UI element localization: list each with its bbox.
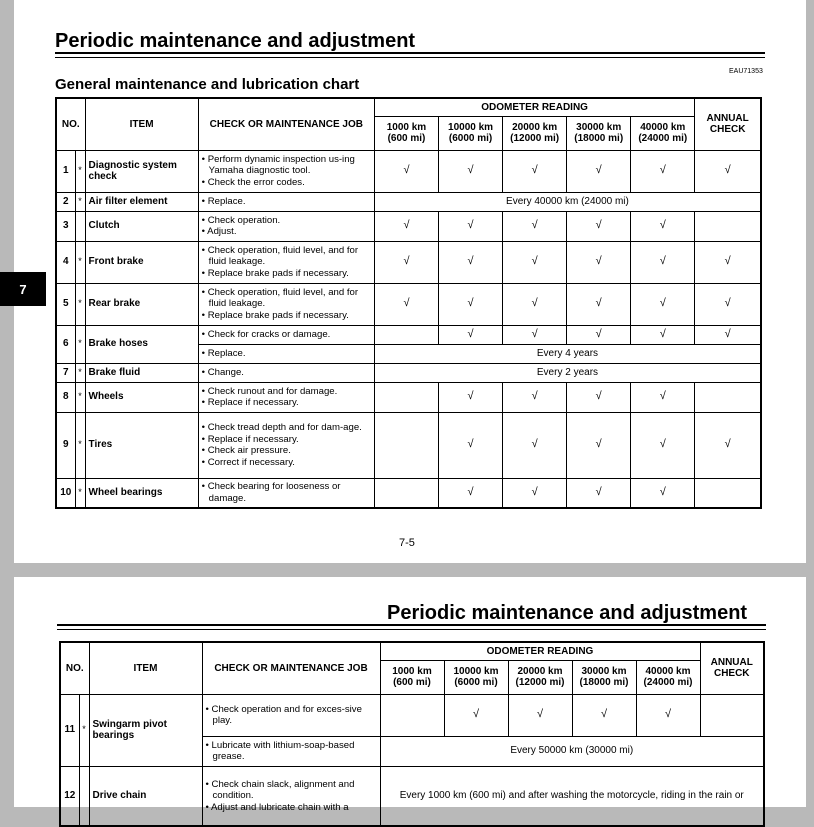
interval-km: 20000 km	[517, 665, 563, 677]
interval-note: Every 2 years	[374, 363, 761, 382]
job-cell	[198, 344, 374, 363]
job-cell	[202, 694, 380, 736]
item-name: Wheels	[85, 382, 198, 412]
check-mark: √	[695, 283, 761, 325]
empty-cell	[374, 478, 438, 508]
interval-km: 40000 km	[640, 121, 686, 133]
job-line: • Correct if necessary.	[201, 456, 295, 468]
job-line: • Check chain slack, alignment and condition.	[205, 778, 355, 801]
job-cell	[198, 283, 374, 325]
job-line: • Adjust.	[201, 226, 237, 237]
empty-cell	[374, 325, 438, 344]
empty-cell	[700, 694, 764, 736]
check-mark: √	[631, 283, 695, 325]
job-line: • Check the error codes.	[201, 176, 305, 188]
check-mark: √	[439, 325, 503, 344]
table-row	[56, 192, 761, 211]
row-number: 11	[60, 694, 79, 766]
row-number: 3	[56, 211, 75, 241]
dealer-mark: *	[79, 694, 89, 766]
job-cell	[198, 412, 374, 478]
check-mark: √	[636, 694, 700, 736]
check-mark: √	[374, 283, 438, 325]
chapter-tab: 7	[0, 272, 46, 306]
job-cell	[198, 150, 374, 192]
check-mark: √	[567, 412, 631, 478]
title-rule-2	[57, 624, 766, 630]
empty-cell	[695, 382, 761, 412]
interval-note: Every 1000 km (600 mi) and after washing the motorcycle, riding in the rain or	[380, 766, 764, 826]
check-mark: √	[567, 325, 631, 344]
table-row	[56, 412, 761, 478]
header-job: CHECK OR MAINTENANCE JOB	[198, 98, 374, 150]
job-line: • Perform dynamic inspection us-ing Yamaha diagnostic tool.	[201, 153, 355, 177]
job-line: • Replace.	[201, 195, 246, 207]
job-line: • Check operation and for exces-sive play.	[205, 703, 362, 726]
check-mark: √	[567, 241, 631, 283]
interval-km: 20000 km	[512, 121, 558, 133]
interval-km: 30000 km	[576, 121, 622, 133]
page-number: 7-5	[399, 537, 415, 549]
check-mark: √	[631, 382, 695, 412]
header-item: ITEM	[85, 98, 198, 150]
header-odometer: ODOMETER READING	[380, 642, 700, 660]
header-interval	[567, 116, 631, 150]
header-job: CHECK OR MAINTENANCE JOB	[202, 642, 380, 694]
check-mark: √	[631, 412, 695, 478]
row-number: 10	[56, 478, 75, 508]
check-mark: √	[374, 241, 438, 283]
job-cell	[198, 241, 374, 283]
dealer-mark: *	[75, 241, 85, 283]
interval-mi: (24000 mi)	[638, 133, 688, 144]
check-mark: √	[567, 382, 631, 412]
table-row	[56, 325, 761, 344]
job-line: • Check operation, fluid level, and for fluid leakage.	[201, 244, 359, 268]
interval-km: 10000 km	[448, 121, 494, 133]
check-mark: √	[503, 150, 567, 192]
interval-note: Every 4 years	[374, 344, 761, 363]
check-mark: √	[695, 150, 761, 192]
title-rule	[55, 52, 765, 58]
job-line: • Check for cracks or damage.	[201, 328, 331, 340]
check-mark: √	[439, 478, 503, 508]
check-mark: √	[439, 412, 503, 478]
job-cell	[202, 766, 380, 826]
manual-page-7-6	[14, 577, 806, 813]
maintenance-chart-table	[55, 97, 762, 509]
row-number: 7	[56, 363, 75, 382]
row-number: 5	[56, 283, 75, 325]
job-cell	[198, 478, 374, 508]
manual-page-7-5	[14, 0, 806, 563]
check-mark: √	[374, 211, 438, 241]
item-name: Drive chain	[89, 766, 202, 826]
check-mark: √	[567, 211, 631, 241]
row-number: 2	[56, 192, 75, 211]
header-interval	[503, 116, 567, 150]
interval-mi: (600 mi)	[387, 133, 426, 144]
header-no: NO.	[60, 642, 89, 694]
dealer-mark: *	[75, 192, 85, 211]
job-line: • Check operation.	[201, 214, 281, 226]
page-title: Periodic maintenance and adjustment	[55, 30, 416, 52]
job-line: • Lubricate with lithium-soap-based grease.	[205, 739, 355, 762]
empty-cell	[695, 211, 761, 241]
item-name: Tires	[85, 412, 198, 478]
check-mark: √	[631, 325, 695, 344]
table-row	[56, 150, 761, 192]
interval-km: 40000 km	[645, 665, 691, 677]
header-interval	[636, 660, 700, 694]
interval-km: 30000 km	[581, 665, 627, 677]
table-row	[56, 382, 761, 412]
check-mark: √	[503, 283, 567, 325]
check-mark: √	[567, 150, 631, 192]
maintenance-chart-table-2	[59, 641, 765, 827]
check-mark: √	[631, 150, 695, 192]
check-mark: √	[374, 150, 438, 192]
job-line: • Check operation, fluid level, and for fluid leakage.	[201, 286, 359, 310]
check-mark: √	[439, 150, 503, 192]
row-number: 9	[56, 412, 75, 478]
job-line: • Check runout and for damage.	[201, 385, 338, 397]
dealer-mark: *	[75, 283, 85, 325]
section-code: EAU71353	[729, 68, 763, 75]
item-name: Air filter element	[85, 192, 198, 211]
table-row	[60, 766, 764, 826]
check-mark: √	[503, 382, 567, 412]
check-mark: √	[439, 241, 503, 283]
check-mark: √	[695, 241, 761, 283]
check-mark: √	[439, 211, 503, 241]
job-cell	[198, 382, 374, 412]
header-interval	[508, 660, 572, 694]
header-no: NO.	[56, 98, 85, 150]
interval-mi: (12000 mi)	[515, 677, 565, 688]
interval-km: 1000 km	[386, 121, 427, 133]
interval-mi: (6000 mi)	[448, 133, 493, 144]
check-mark: √	[695, 412, 761, 478]
header-interval	[444, 660, 508, 694]
item-name: Brake fluid	[85, 363, 198, 382]
item-name: Diagnostic system check	[85, 150, 198, 192]
interval-mi: (18000 mi)	[579, 677, 629, 688]
chart-title: General maintenance and lubrication chart	[55, 76, 360, 93]
row-number: 6	[56, 325, 75, 363]
dealer-mark	[75, 211, 85, 241]
check-mark: √	[503, 325, 567, 344]
page-title-2: Periodic maintenance and adjustment	[387, 602, 748, 624]
interval-km: 1000 km	[392, 665, 432, 677]
check-mark: √	[631, 211, 695, 241]
item-name: Swingarm pivot bearings	[89, 694, 202, 766]
job-line: • Change.	[201, 366, 244, 378]
check-mark: √	[695, 325, 761, 344]
interval-mi: (24000 mi)	[643, 677, 693, 688]
header-annual: ANNUAL CHECK	[695, 98, 761, 150]
table-row	[60, 694, 764, 736]
check-mark: √	[503, 478, 567, 508]
item-name: Wheel bearings	[85, 478, 198, 508]
job-cell	[198, 211, 374, 241]
dealer-mark: *	[75, 363, 85, 382]
dealer-mark: *	[75, 382, 85, 412]
dealer-mark: *	[75, 150, 85, 192]
header-annual: ANNUAL CHECK	[700, 642, 764, 694]
check-mark: √	[567, 283, 631, 325]
check-mark: √	[444, 694, 508, 736]
check-mark: √	[631, 241, 695, 283]
interval-mi: (18000 mi)	[574, 133, 624, 144]
item-name: Rear brake	[85, 283, 198, 325]
table-row	[56, 283, 761, 325]
check-mark: √	[572, 694, 636, 736]
empty-cell	[374, 382, 438, 412]
interval-mi: (600 mi)	[393, 677, 431, 688]
job-line: • Check bearing for looseness or damage.	[201, 481, 341, 504]
table-row	[56, 211, 761, 241]
check-mark: √	[631, 478, 695, 508]
item-name: Clutch	[85, 211, 198, 241]
job-cell	[198, 192, 374, 211]
header-odometer: ODOMETER READING	[374, 98, 694, 116]
row-number: 1	[56, 150, 75, 192]
table-row	[56, 363, 761, 382]
check-mark: √	[503, 241, 567, 283]
empty-cell	[374, 412, 438, 478]
check-mark: √	[567, 478, 631, 508]
check-mark: √	[503, 412, 567, 478]
table-row	[56, 478, 761, 508]
row-number: 4	[56, 241, 75, 283]
empty-cell	[695, 478, 761, 508]
item-name: Brake hoses	[85, 325, 198, 363]
header-interval	[374, 116, 438, 150]
table-row	[56, 241, 761, 283]
job-line: • Replace brake pads if necessary.	[201, 309, 349, 321]
dealer-mark: *	[75, 325, 85, 363]
interval-km: 10000 km	[453, 665, 499, 677]
check-mark: √	[508, 694, 572, 736]
header-interval	[380, 660, 444, 694]
header-interval	[439, 116, 503, 150]
header-interval	[631, 116, 695, 150]
job-line: • Replace.	[201, 347, 246, 359]
interval-note: Every 40000 km (24000 mi)	[374, 192, 761, 211]
job-line: • Replace if necessary.	[201, 433, 299, 445]
job-line: • Check tread depth and for dam-age.	[201, 422, 362, 433]
interval-mi: (12000 mi)	[510, 133, 560, 144]
empty-cell	[380, 694, 444, 736]
job-line: • Replace if necessary.	[201, 397, 299, 408]
dealer-mark: *	[75, 412, 85, 478]
dealer-mark: *	[75, 478, 85, 508]
job-line: • Check air pressure.	[201, 445, 291, 456]
job-line: • Replace brake pads if necessary.	[201, 267, 349, 279]
interval-mi: (6000 mi)	[454, 677, 498, 688]
check-mark: √	[439, 382, 503, 412]
job-line: • Adjust and lubricate chain with a	[205, 801, 349, 813]
row-number: 12	[60, 766, 79, 826]
header-item: ITEM	[89, 642, 202, 694]
row-number: 8	[56, 382, 75, 412]
item-name: Front brake	[85, 241, 198, 283]
job-cell	[202, 736, 380, 766]
header-interval	[572, 660, 636, 694]
check-mark: √	[439, 283, 503, 325]
job-cell	[198, 363, 374, 382]
check-mark: √	[503, 211, 567, 241]
job-cell	[198, 325, 374, 344]
interval-note: Every 50000 km (30000 mi)	[380, 736, 764, 766]
dealer-mark	[79, 766, 89, 826]
